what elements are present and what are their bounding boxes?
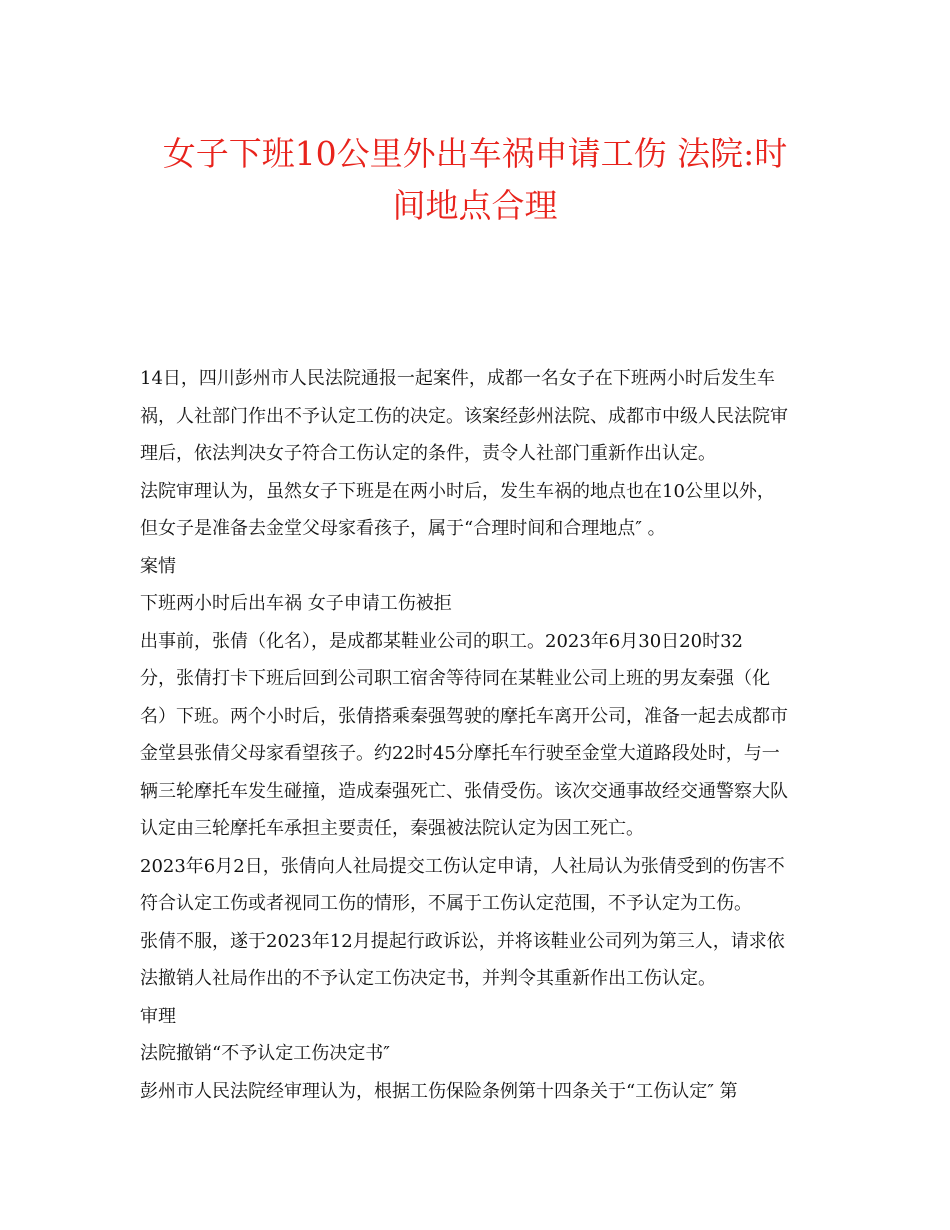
paragraph-line: 名）下班。两个小时后，张倩搭乘秦强驾驶的摩托车离开公司，准备一起去成都市 [140,705,788,727]
paragraph-line: 但女子是准备去金堂父母家看孩子，属于“合理时间和合理地点″ 。 [140,518,666,539]
article-body [140,366,820,1116]
paragraph-line: 祸，人社部门作出不予认定工伤的决定。该案经彭州法院、成都市中级人民法院审 [140,405,788,427]
title-line-2: 间地点合理 [392,186,558,225]
document-title [120,128,830,232]
paragraph-line: 14日，四川彭州市人民法院通报一起案件，成都一名女子在下班两小时后发生车 [140,368,775,389]
paragraph-line: 金堂县张倩父母家看望孩子。约22时45分摩托车行驶至金堂大道路段处时，与一 [140,743,780,764]
paragraph-line: 张倩不服，遂于2023年12月提起行政诉讼，并将该鞋业公司列为第三人，请求依 [140,930,785,952]
paragraph-line: 认定由三轮摩托车承担主要责任，秦强被法院认定为因工死亡。 [140,818,644,839]
paragraph-line: 法院审理认为，虽然女子下班是在两小时后，发生车祸的地点也在10公里以外， [140,480,775,502]
paragraph-line: 法撤销人社局作出的不予认定工伤决定书，并判令其重新作出工伤认定。 [140,968,716,989]
paragraph-line: 理后，依法判决女子符合工伤认定的条件，责令人社部门重新作出认定。 [140,443,716,464]
paragraph-line: 彭州市人民法院经审理认为，根据工伤保险条例第十四条关于“工伤认定″ 第 [140,1080,738,1102]
subheading: 下班两小时后出车祸 女子申请工伤被拒 [140,593,452,614]
paragraph-line: 出事前，张倩（化名），是成都某鞋业公司的职工。2023年6月30日20时32 [140,630,743,652]
paragraph-line: 分，张倩打卡下班后回到公司职工宿舍等待同在某鞋业公司上班的男友秦强（化 [140,668,770,689]
paragraph-line: 辆三轮摩托车发生碰撞，造成秦强死亡、张倩受伤。该次交通事故经交通警察大队 [140,780,788,802]
subheading: 法院撤销“不予认定工伤决定书″ [140,1043,390,1064]
paragraph-line: 2023年6月2日，张倩向人社局提交工伤认定申请，人社局认为张倩受到的伤害不 [140,855,785,877]
section-heading: 案情 [140,555,176,577]
section-heading: 审理 [140,1005,176,1027]
title-line-1: 女子下班10公里外出车祸申请工伤 法院:时 [162,134,788,173]
paragraph-line: 符合认定工伤或者视同工伤的情形，不属于工伤认定范围，不予认定为工伤。 [140,893,752,914]
